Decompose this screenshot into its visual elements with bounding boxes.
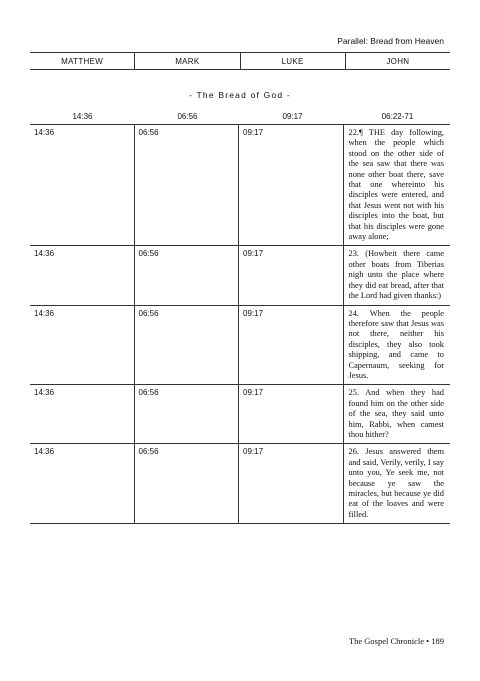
matthew-cell: 14:36 bbox=[34, 249, 55, 259]
john-verse: 23. (Howbeit there came other boats from Tiberias nigh unto the place where they did eat bread, after that the Lord had given thanks:) bbox=[343, 246, 451, 304]
luke-cell: 09:17 bbox=[238, 246, 343, 304]
gospel-mark-label: MARK bbox=[134, 53, 239, 69]
ref-luke: 09:17 bbox=[282, 112, 303, 121]
gospel-john-label: JOHN bbox=[345, 53, 450, 69]
table-row bbox=[30, 306, 450, 386]
table-row bbox=[30, 246, 450, 305]
luke-cell: 09:17 bbox=[238, 444, 343, 523]
mark-cell: 06:56 bbox=[134, 246, 239, 304]
reference-header bbox=[30, 112, 450, 121]
matthew-cell: 14:36 bbox=[34, 128, 55, 137]
matthew-cell: 14:36 bbox=[34, 447, 55, 457]
luke-cell: 09:17 bbox=[238, 385, 343, 443]
john-verse: 25. And when they had found him on the other side of the sea, they said unto him, Rabbi, when camest thou hither? bbox=[343, 385, 451, 443]
running-head: Parallel: Bread from Heaven bbox=[337, 36, 444, 46]
luke-cell: 09:17 bbox=[238, 125, 343, 245]
ref-mark: 06:56 bbox=[177, 112, 198, 121]
mark-cell: 06:56 bbox=[134, 306, 239, 385]
table-row bbox=[30, 444, 450, 524]
matthew-cell: 14:36 bbox=[34, 308, 55, 318]
gospel-column-header bbox=[30, 52, 450, 70]
ref-matthew: 14:36 bbox=[72, 112, 93, 121]
john-verse: 22.¶ THE day following, when the people which stood on the other side of the sea saw that there was none other boat there, save that one whereinto his disciples were entered, and that Jesus went not with his disciples into the boat, but that his disciples were gone away alone; bbox=[343, 125, 451, 245]
luke-cell: 09:17 bbox=[238, 306, 343, 385]
parallel-table bbox=[30, 124, 450, 524]
john-verse: 24. When the people therefore saw that Jesus was not there, neither his disciples, they also took shipping, and came to Capernaum, seeking for Jesus. bbox=[343, 306, 451, 385]
section-title: - The Bread of God - bbox=[189, 90, 291, 100]
table-row bbox=[30, 125, 450, 246]
table-row bbox=[30, 385, 450, 444]
ref-john: 06:22-71 bbox=[381, 112, 414, 121]
mark-cell: 06:56 bbox=[134, 385, 239, 443]
matthew-cell: 14:36 bbox=[34, 388, 55, 398]
gospel-luke-label: LUKE bbox=[240, 53, 345, 69]
john-verse: 26. Jesus answered them and said, Verily, verily, I say unto you, Ye seek me, not because ye saw the miracles, but because ye did eat of the loaves and were filled. bbox=[343, 444, 451, 523]
page-footer: The Gospel Chronicle • 189 bbox=[348, 636, 444, 646]
gospel-matthew-label: MATTHEW bbox=[61, 56, 104, 66]
mark-cell: 06:56 bbox=[134, 125, 239, 245]
mark-cell: 06:56 bbox=[134, 444, 239, 523]
